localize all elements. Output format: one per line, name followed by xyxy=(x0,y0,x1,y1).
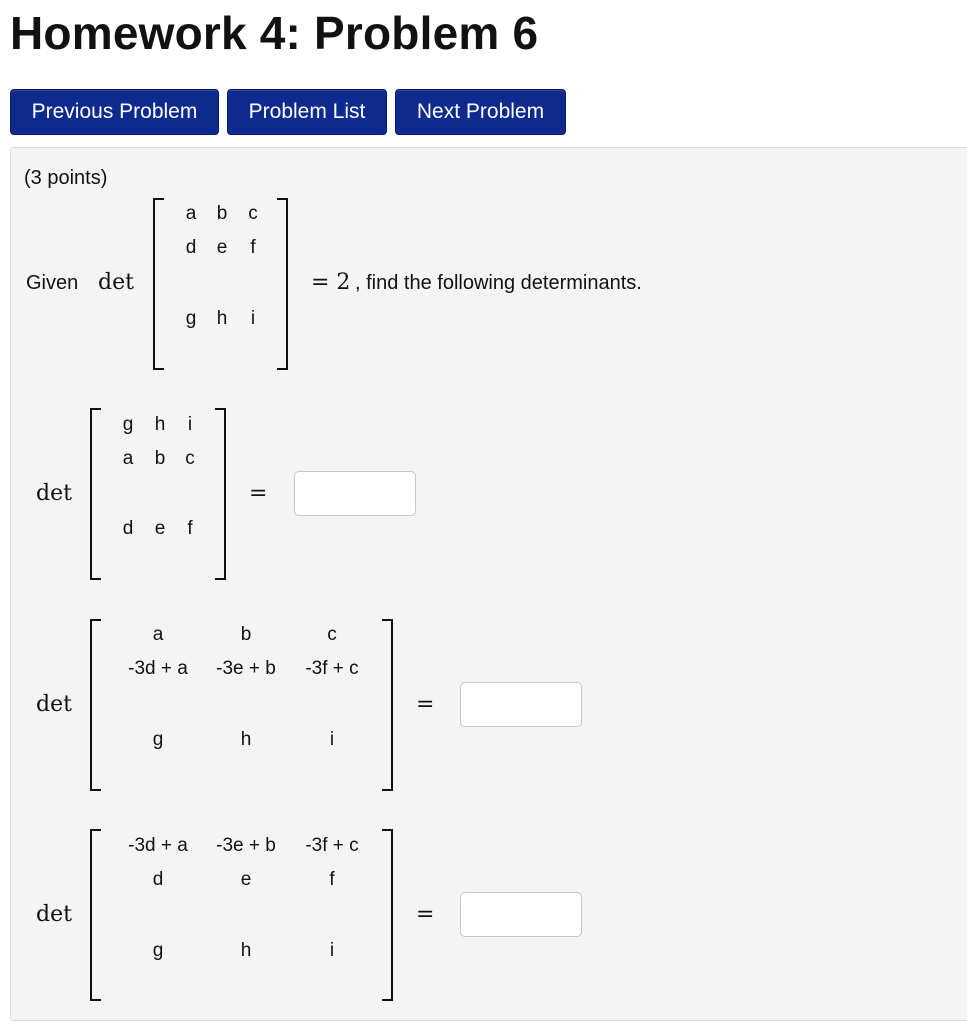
given-cell: h xyxy=(216,308,228,329)
given-cell: f xyxy=(250,237,256,258)
answer-input-1[interactable] xyxy=(294,471,416,516)
right-bracket xyxy=(277,198,288,370)
equals-sign: = xyxy=(416,902,435,927)
page-title: Homework 4: Problem 6 xyxy=(10,7,539,59)
det-label: det xyxy=(36,902,72,927)
matrix-cell: c xyxy=(327,624,337,645)
left-bracket xyxy=(90,408,101,580)
matrix-cell: h xyxy=(240,940,252,961)
matrix-cell: -3f + c xyxy=(305,835,359,856)
matrix-cell: a xyxy=(152,624,164,645)
right-bracket xyxy=(215,408,226,580)
left-bracket xyxy=(90,619,101,791)
matrix-cell: f xyxy=(187,518,193,539)
next-problem-button[interactable]: Next Problem xyxy=(395,89,566,135)
matrix-cell: e xyxy=(240,869,252,890)
given-cell: c xyxy=(248,203,258,224)
matrix-cell: a xyxy=(122,448,134,469)
given-cell: a xyxy=(185,203,197,224)
matrix-cell: -3d + a xyxy=(128,835,188,856)
matrix-cell: i xyxy=(187,414,193,435)
given-cell: b xyxy=(216,203,228,224)
det-label: det xyxy=(36,692,72,717)
given-cell: i xyxy=(250,308,256,329)
matrix-cell: -3e + b xyxy=(216,835,276,856)
left-bracket xyxy=(153,198,164,370)
matrix-cell: g xyxy=(152,729,164,750)
matrix-cell: d xyxy=(122,518,134,539)
given-value: = 2 xyxy=(311,270,351,295)
answer-input-2[interactable] xyxy=(460,682,582,727)
det-label: det xyxy=(36,481,72,506)
matrix-cell: d xyxy=(152,869,164,890)
matrix-cell: g xyxy=(122,414,134,435)
matrix-cell: -3d + a xyxy=(128,658,188,679)
problem-list-button[interactable]: Problem List xyxy=(227,89,387,135)
matrix-cell: -3e + b xyxy=(216,658,276,679)
matrix-cell: e xyxy=(154,518,166,539)
det-label: det xyxy=(98,270,134,295)
given-suffix: , find the following determinants. xyxy=(355,272,642,294)
matrix-cell: c xyxy=(185,448,195,469)
left-bracket xyxy=(90,829,101,1001)
matrix-cell: h xyxy=(240,729,252,750)
matrix-cell: b xyxy=(154,448,166,469)
given-label: Given xyxy=(26,272,79,294)
equals-sign: = xyxy=(416,692,435,717)
points-label: (3 points) xyxy=(24,167,108,189)
given-cell: e xyxy=(216,237,228,258)
right-bracket xyxy=(382,829,393,1001)
matrix-cell: f xyxy=(329,869,335,890)
matrix-cell: -3f + c xyxy=(305,658,359,679)
matrix-cell: i xyxy=(329,729,335,750)
answer-input-3[interactable] xyxy=(460,892,582,937)
equals-sign: = xyxy=(249,481,268,506)
matrix-cell: g xyxy=(152,940,164,961)
matrix-cell: b xyxy=(240,624,252,645)
given-cell: d xyxy=(185,237,197,258)
given-cell: g xyxy=(185,308,197,329)
matrix-cell: h xyxy=(154,414,166,435)
previous-problem-button[interactable]: Previous Problem xyxy=(10,89,219,135)
matrix-cell: i xyxy=(329,940,335,961)
right-bracket xyxy=(382,619,393,791)
